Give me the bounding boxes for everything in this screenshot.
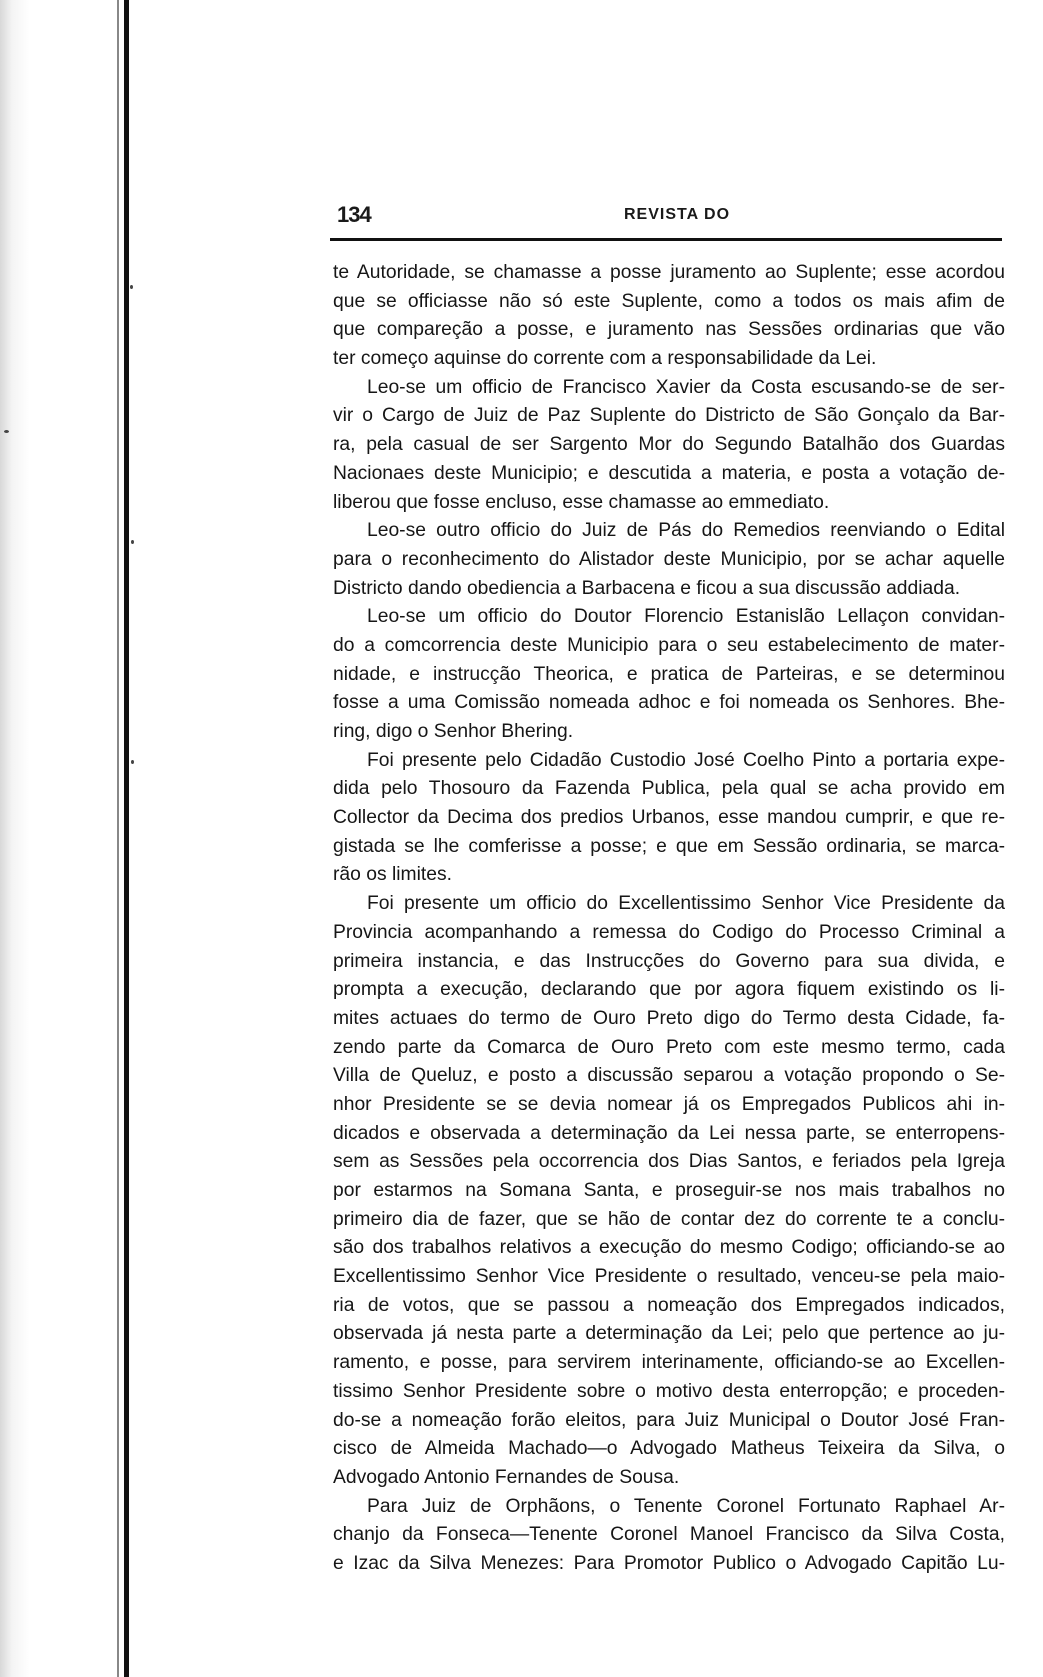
page-binding-shadow xyxy=(0,0,30,1677)
text-line: te Autoridade, se chamasse a posse juramento ao Suplente; esse acordou xyxy=(333,262,1005,283)
text-line: fosse a uma Comissão nomeada adhoc e foi nomeada os Senhores. Bhe- xyxy=(333,692,1005,714)
text-line: tissimo Senhor Presidente sobre o motivo desta enterropção; e proceden- xyxy=(333,1380,1005,1402)
text-line: Leo-se outro officio do Juiz de Pás do Remedios reenviando o Edital xyxy=(367,520,1005,542)
text-line: são dos trabalhos relativos a execução do mesmo Codigo; officiando-se ao xyxy=(333,1237,1005,1259)
text-line: que se officiasse não só este Suplente, como a todos os mais afim de xyxy=(333,290,1005,312)
text-line: Leo-se um officio do Doutor Florencio Estanislão Lellaçon convidan- xyxy=(367,606,1005,628)
text-line: sem as Sessões pela occorrencia dos Dias Santos, e feriados pela Igreja xyxy=(333,1151,1005,1173)
text-line: nidade, e instrucção Theorica, e pratica de Parteiras, e se determinou xyxy=(333,663,1005,685)
text-line: Provincia acompanhando a remessa do Codigo do Processo Criminal a xyxy=(333,921,1005,943)
text-line: Foi presente pelo Cidadão Custodio José Coelho Pinto a portaria expe- xyxy=(367,749,1005,771)
text-line: nhor Presidente se se devia nomear já os Empregados Publicos ahi in- xyxy=(333,1093,1005,1115)
text-line: primeiro dia de fazer, que se hão de contar dez do corrente te a conclu- xyxy=(333,1208,1005,1230)
running-head: REVISTA DO xyxy=(624,206,731,223)
text-line: Nacionaes deste Municipio; e descutida a materia, e posta a votação de- xyxy=(333,462,1005,484)
text-line: prompta a execução, declarando que por agora fiquem existindo os li- xyxy=(333,979,1005,1001)
text-line: ramento, e posse, para servirem interinamente, officiando-se ao Excellen- xyxy=(333,1352,1005,1374)
text-line: que compareção a posse, e juramento nas Sessões ordinarias que vão xyxy=(333,319,1005,341)
scan-speck xyxy=(131,540,134,544)
scan-speck xyxy=(131,760,134,764)
text-line: primeira instancia, e das Instrucções do Governo para sua divida, e xyxy=(333,950,1005,972)
page-number: 134 xyxy=(337,202,371,227)
binding-edge-line-thin xyxy=(117,0,119,1677)
text-line: dicados e observada a determinação da Lei nessa parte, se enterropens- xyxy=(333,1122,1005,1144)
text-line: vir o Cargo de Juiz de Paz Suplente do Districto de São Gonçalo da Bar- xyxy=(333,405,1005,427)
text-line: Districto dando obediencia a Barbacena e ficou a sua discussão addiada. xyxy=(333,577,961,599)
text-line: zendo parte da Comarca de Ouro Preto com este mesmo termo, cada xyxy=(333,1036,1005,1058)
binding-edge-line xyxy=(124,0,129,1677)
header-rule xyxy=(330,238,1002,241)
text-line: mites actuaes do termo de Ouro Preto digo do Termo desta Cidade, fa- xyxy=(333,1007,1005,1029)
text-line: ring, digo o Senhor Bhering. xyxy=(333,721,574,742)
text-line: Collector da Decima dos predios Urbanos, esse mandou cumprir, e que re- xyxy=(333,807,1005,829)
text-line: observada já nesta parte a determinação da Lei; pelo que pertence ao ju- xyxy=(333,1323,1005,1345)
text-line: Para Juiz de Orphãons, o Tenente Coronel Fortunato Raphael Ar- xyxy=(367,1495,1005,1517)
text-line: Advogado Antonio Fernandes de Sousa. xyxy=(333,1466,680,1488)
text-line: ter começo aquinse do corrente com a responsabilidade da Lei. xyxy=(333,348,877,370)
text-line: e Izac da Silva Menezes: Para Promotor Publico o Advogado Capitão Lu- xyxy=(333,1552,1005,1574)
text-line: para o reconhecimento do Alistador deste Municipio, por se achar aquelle xyxy=(333,548,1005,570)
text-line: do a comcorrencia deste Municipio para o seu estabelecimento de mater- xyxy=(333,634,1005,656)
body-text xyxy=(333,259,1005,1579)
page-header xyxy=(337,200,997,234)
text-line: do-se a nomeação forão eleitos, para Juiz Municipal o Doutor José Fran- xyxy=(333,1409,1005,1431)
text-line: gistada se lhe comferisse a posse; e que em Sessão ordinaria, se marca- xyxy=(333,835,1005,857)
text-line: ria de votos, que se passou a nomeação dos Empregados indicados, xyxy=(333,1294,1005,1316)
text-line: rão os limites. xyxy=(333,864,452,886)
text-line: Excellentissimo Senhor Vice Presidente o resultado, venceu-se pela maio- xyxy=(333,1266,1005,1288)
text-line: chanjo da Fonseca—Tenente Coronel Manoel Francisco da Silva Costa, xyxy=(333,1524,1005,1546)
text-line: Leo-se um officio de Francisco Xavier da Costa escusando-se de ser- xyxy=(367,376,1005,398)
text-line: Foi presente um officio do Excellentissimo Senhor Vice Presidente da xyxy=(367,893,1005,915)
scan-speck xyxy=(130,285,133,289)
text-line: ra, pela casual de ser Sargento Mor do Segundo Batalhão dos Guardas xyxy=(333,434,1005,456)
text-line: cisco de Almeida Machado—o Advogado Matheus Teixeira da Silva, o xyxy=(333,1438,1005,1460)
text-line: Villa de Queluz, e posto a discussão separou a votação propondo o Se- xyxy=(333,1065,1005,1087)
text-line: por estarmos na Somana Santa, e proseguir-se nos mais trabalhos no xyxy=(333,1180,1005,1201)
text-line: dida pelo Thosouro da Fazenda Publica, pela qual se acha provido em xyxy=(333,778,1005,800)
text-line: liberou que fosse encluso, esse chamasse ao emmediato. xyxy=(333,491,830,513)
scan-speck xyxy=(4,430,9,433)
